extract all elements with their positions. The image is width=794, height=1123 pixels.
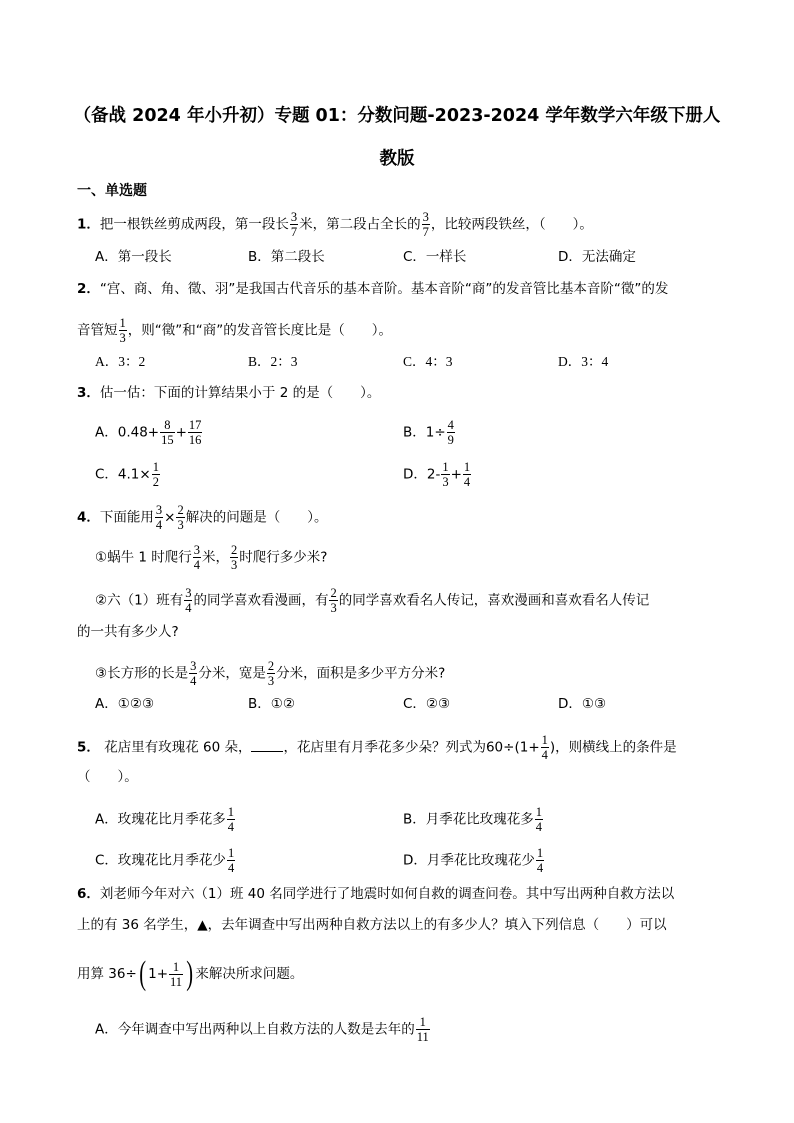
question-4: 4．下面能用 $\frac{3}{4}$ × $\frac{2}{3}$ 解决的问题是（ ）。 bbox=[77, 503, 328, 532]
question-text: ，比较两段铁丝，（ ）。 bbox=[430, 216, 593, 233]
option-a: A．今年调查中写出两种以上自救方法的人数是去年的 $\frac{1}{11}$ bbox=[95, 1015, 429, 1044]
question-5 bbox=[77, 733, 677, 762]
question-number: 4． bbox=[77, 509, 100, 526]
option-c: C．玫瑰花比月季花少 $\frac{1}{4}$ bbox=[95, 846, 235, 875]
answer-blank bbox=[251, 737, 283, 752]
question-6-line2: 上的有 36 名学生，▲，去年调查中写出两种自救方法以上的有多少人？填入下列信息（ ）可以 bbox=[77, 917, 667, 933]
question-5-line2: （ ）。 bbox=[77, 769, 138, 785]
question-text: )，则横线上的条件是 bbox=[549, 739, 677, 756]
question-6 bbox=[77, 884, 674, 904]
option-a: A．①②③ bbox=[95, 696, 155, 712]
fraction: $\frac{3}{4}$ bbox=[155, 503, 163, 532]
question-3 bbox=[77, 383, 380, 403]
option-c: C．一样长 bbox=[403, 249, 467, 265]
fraction: $\frac{3}{7}$ bbox=[290, 210, 298, 239]
question-text: 把一根铁丝剪成两段，第一段长 bbox=[99, 216, 289, 233]
option-a: A．玫瑰花比月季花多 $\frac{1}{4}$ bbox=[95, 805, 234, 834]
option-d: D．①③ bbox=[558, 696, 607, 712]
question-text: 估一估：下面的计算结果小于 2 的是（ ）。 bbox=[99, 385, 381, 401]
question-4-item-2: ②六（1）班有 $\frac{3}{4}$ 的同学喜欢看漫画，有 $\frac{2}{3}$ 的同学喜欢看名人传记，喜欢漫画和喜欢看名人传记 bbox=[95, 586, 650, 615]
option-b: B．2：3 bbox=[248, 354, 298, 369]
question-4-item-1: ①蜗牛 1 时爬行 $\frac{3}{4}$ 米， $\frac{2}{3}$ 时爬行多少米? bbox=[95, 543, 328, 572]
option-d: D．月季花比玫瑰花少 $\frac{1}{4}$ bbox=[403, 846, 544, 875]
option-b: B．月季花比玫瑰花多 $\frac{1}{4}$ bbox=[403, 805, 543, 834]
fraction: $\frac{1}{3}$ bbox=[119, 316, 126, 345]
question-number: 1． bbox=[77, 216, 100, 233]
option-b: B．①② bbox=[248, 696, 295, 712]
option-d: D．3：4 bbox=[558, 354, 609, 369]
question-text: 音管短 bbox=[77, 322, 118, 339]
option-a: A．3：2 bbox=[95, 354, 146, 369]
fraction: $\frac{2}{3}$ bbox=[177, 503, 184, 532]
option-c: C．4.1× $\frac{1}{2}$ bbox=[95, 460, 159, 489]
question-text: 解决的问题是（ ）。 bbox=[185, 509, 328, 526]
question-text: ，花店里有月季花多少朵？列式为60÷(1+ bbox=[283, 739, 540, 756]
option-a: A．0.48+ $\frac{8}{15}$ + $\frac{17}{16}$ bbox=[95, 418, 202, 447]
fraction: $\frac{1}{4}$ bbox=[541, 733, 548, 762]
option-a: A．第一段长 bbox=[95, 249, 172, 265]
option-c: C．4：3 bbox=[403, 354, 453, 369]
question-text: ，则“徵”和“商”的发音管长度比是（ ）。 bbox=[127, 322, 392, 339]
question-2 bbox=[77, 279, 668, 299]
option-b: B．1÷ $\frac{4}{9}$ bbox=[403, 418, 454, 447]
option-d: D．无法确定 bbox=[558, 249, 636, 265]
document-title-continued: 教版 bbox=[379, 149, 415, 169]
option-c: C．②③ bbox=[403, 696, 451, 712]
fraction: $\frac{3}{7}$ bbox=[422, 210, 429, 239]
question-text: 花店里有玫瑰花 60 朵， bbox=[104, 739, 252, 756]
option-d: D．2- $\frac{1}{3}$ + $\frac{1}{4}$ bbox=[403, 460, 471, 489]
question-number: 2． bbox=[77, 281, 100, 297]
section-heading: 一、单选题 bbox=[77, 183, 147, 199]
question-text: 刘老师今年对六（1）班 40 名同学进行了地震时如何自救的调查问卷。其中写出两种自救方法以 bbox=[99, 886, 675, 902]
question-2-line2 bbox=[77, 316, 392, 345]
option-b: B．第二段长 bbox=[248, 249, 325, 265]
question-4-item-2-continued: 的一共有多少人? bbox=[77, 624, 179, 640]
question-1 bbox=[77, 210, 593, 239]
question-text: 米，第二段占全长的 bbox=[299, 216, 421, 233]
question-number: 3． bbox=[77, 385, 100, 401]
question-number: 5． bbox=[77, 739, 100, 756]
document-title: （备战 2024 年小升初）专题 01：分数问题-2023-2024 学年数学六年级下册人 bbox=[73, 106, 721, 126]
question-text: “宫、商、角、徵、羽”是我国古代音乐的基本音阶。基本音阶“商”的发音管比基本音阶“徵”的发 bbox=[99, 281, 669, 297]
question-6-line3: 用算 36÷( 1+ $\frac{1}{11}$ ) 来解决所求问题。 bbox=[77, 955, 304, 992]
question-text: 下面能用 bbox=[99, 509, 154, 526]
question-number: 6． bbox=[77, 886, 100, 902]
question-4-item-3: ③长方形的长是 $\frac{3}{4}$ 分米，宽是 $\frac{2}{3}$ 分米，面积是多少平方分米? bbox=[95, 659, 446, 688]
